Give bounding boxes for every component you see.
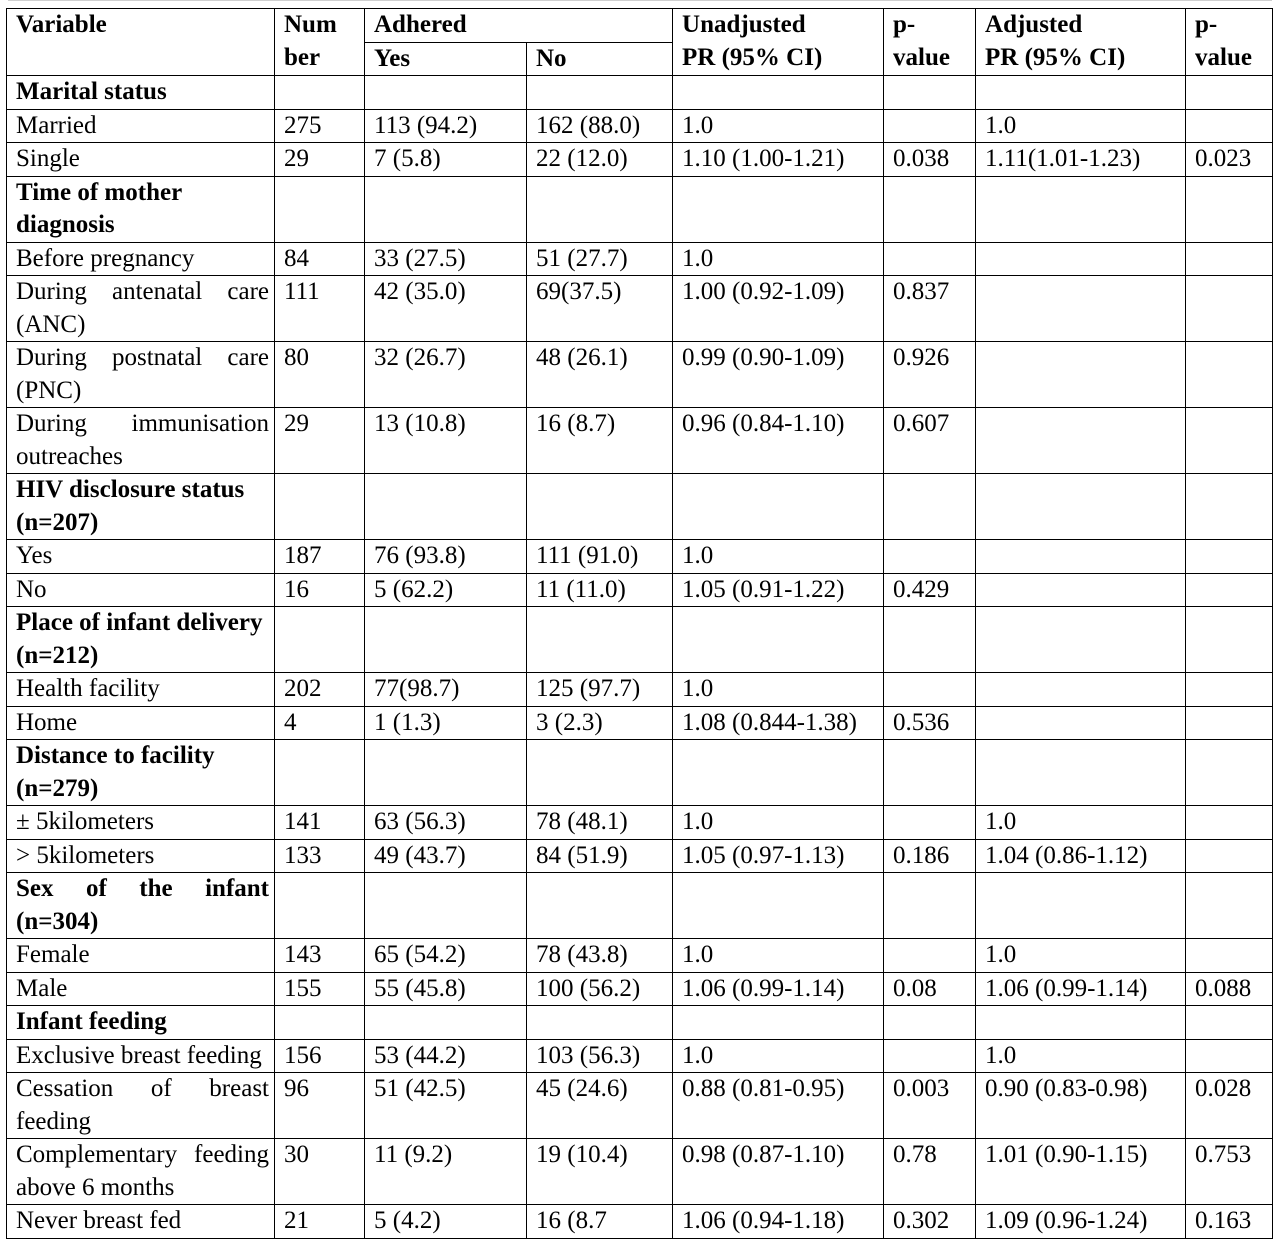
cell-number: 16 bbox=[275, 573, 365, 607]
section-empty-cell bbox=[365, 76, 527, 110]
cell-p-value-unadjusted: 0.926 bbox=[884, 342, 976, 408]
cell-p-value-adjusted bbox=[1186, 342, 1273, 408]
section-empty-cell bbox=[275, 474, 365, 540]
header-row-1 bbox=[7, 9, 1273, 43]
section-empty-cell bbox=[275, 1006, 365, 1040]
cell-p-value-unadjusted: 0.607 bbox=[884, 408, 976, 474]
cell-adhered-no: 69(37.5) bbox=[527, 276, 673, 342]
cell-adhered-yes: 76 (93.8) bbox=[365, 540, 527, 574]
section-empty-cell bbox=[365, 607, 527, 673]
header-number bbox=[275, 9, 365, 76]
table-row bbox=[7, 109, 1273, 143]
cell-p-value-unadjusted: 0.837 bbox=[884, 276, 976, 342]
cell-number: 84 bbox=[275, 242, 365, 276]
table-row bbox=[7, 673, 1273, 707]
header-p2-line1: p- bbox=[1195, 11, 1218, 38]
header-unadjusted-line2: PR (95% CI) bbox=[682, 43, 823, 71]
section-empty-cell bbox=[976, 607, 1186, 673]
section-title: Marital status bbox=[7, 76, 275, 110]
cell-unadjusted-pr: 1.0 bbox=[673, 540, 884, 574]
cell-adhered-yes: 65 (54.2) bbox=[365, 939, 527, 973]
section-empty-cell bbox=[365, 176, 527, 242]
cell-p-value-adjusted bbox=[1186, 939, 1273, 973]
section-title: Infant feeding bbox=[7, 1006, 275, 1040]
cell-number: 155 bbox=[275, 972, 365, 1006]
cell-number: 30 bbox=[275, 1139, 365, 1205]
section-empty-cell bbox=[1186, 474, 1273, 540]
cell-variable: During postnatal care (PNC) bbox=[7, 342, 275, 408]
cell-p-value-adjusted: 0.753 bbox=[1186, 1139, 1273, 1205]
cell-variable: Health facility bbox=[7, 673, 275, 707]
cell-adjusted-pr: 1.11(1.01-1.23) bbox=[976, 143, 1186, 177]
cell-adhered-no: 162 (88.0) bbox=[527, 109, 673, 143]
section-header-row bbox=[7, 76, 1273, 110]
cell-adjusted-pr: 1.01 (0.90-1.15) bbox=[976, 1139, 1186, 1205]
cell-p-value-adjusted: 0.163 bbox=[1186, 1205, 1273, 1239]
cell-adhered-no: 3 (2.3) bbox=[527, 706, 673, 740]
section-empty-cell bbox=[527, 607, 673, 673]
table-row bbox=[7, 242, 1273, 276]
cell-p-value-unadjusted: 0.038 bbox=[884, 143, 976, 177]
section-empty-cell bbox=[884, 740, 976, 806]
section-empty-cell bbox=[527, 873, 673, 939]
cell-adjusted-pr bbox=[976, 573, 1186, 607]
cell-adhered-yes: 32 (26.7) bbox=[365, 342, 527, 408]
cell-unadjusted-pr: 1.0 bbox=[673, 673, 884, 707]
cell-variable: Yes bbox=[7, 540, 275, 574]
header-p1-line2: value bbox=[893, 43, 950, 71]
cell-adhered-yes: 13 (10.8) bbox=[365, 408, 527, 474]
header-variable: Variable bbox=[7, 9, 275, 76]
table-row bbox=[7, 1073, 1273, 1139]
table-body bbox=[7, 76, 1273, 1239]
cell-p-value-unadjusted: 0.186 bbox=[884, 839, 976, 873]
cell-adhered-no: 16 (8.7) bbox=[527, 408, 673, 474]
section-empty-cell bbox=[365, 873, 527, 939]
cell-variable: ± 5kilometers bbox=[7, 806, 275, 840]
section-empty-cell bbox=[976, 873, 1186, 939]
cell-number: 275 bbox=[275, 109, 365, 143]
cell-adhered-no: 78 (48.1) bbox=[527, 806, 673, 840]
adherence-table bbox=[6, 8, 1273, 1239]
section-title: Distance to facility (n=279) bbox=[7, 740, 275, 806]
table-row bbox=[7, 806, 1273, 840]
cell-adhered-yes: 63 (56.3) bbox=[365, 806, 527, 840]
section-empty-cell bbox=[884, 474, 976, 540]
cell-adhered-yes: 53 (44.2) bbox=[365, 1039, 527, 1073]
section-empty-cell bbox=[884, 607, 976, 673]
section-header-row bbox=[7, 176, 1273, 242]
section-empty-cell bbox=[1186, 1006, 1273, 1040]
cell-p-value-unadjusted bbox=[884, 1039, 976, 1073]
cell-variable: Married bbox=[7, 109, 275, 143]
table-row bbox=[7, 1139, 1273, 1205]
cell-variable: Female bbox=[7, 939, 275, 973]
cell-unadjusted-pr: 1.05 (0.97-1.13) bbox=[673, 839, 884, 873]
header-yes: Yes bbox=[365, 42, 527, 76]
cell-unadjusted-pr: 1.0 bbox=[673, 806, 884, 840]
cell-adjusted-pr bbox=[976, 342, 1186, 408]
section-empty-cell bbox=[673, 474, 884, 540]
cell-adhered-no: 103 (56.3) bbox=[527, 1039, 673, 1073]
section-empty-cell bbox=[1186, 176, 1273, 242]
header-p1-line1: p- bbox=[893, 11, 916, 38]
section-header-row bbox=[7, 873, 1273, 939]
cell-unadjusted-pr: 1.08 (0.844-1.38) bbox=[673, 706, 884, 740]
cell-p-value-adjusted: 0.023 bbox=[1186, 143, 1273, 177]
cell-adhered-yes: 42 (35.0) bbox=[365, 276, 527, 342]
section-empty-cell bbox=[527, 474, 673, 540]
cell-variable: Single bbox=[7, 143, 275, 177]
header-p-value-unadjusted bbox=[884, 9, 976, 76]
cell-p-value-adjusted bbox=[1186, 806, 1273, 840]
header-adjusted-line1: Adjusted bbox=[985, 11, 1083, 38]
section-empty-cell bbox=[275, 176, 365, 242]
table-row bbox=[7, 143, 1273, 177]
table-row bbox=[7, 839, 1273, 873]
cell-adhered-no: 19 (10.4) bbox=[527, 1139, 673, 1205]
cell-unadjusted-pr: 1.0 bbox=[673, 242, 884, 276]
cell-adjusted-pr: 1.09 (0.96-1.24) bbox=[976, 1205, 1186, 1239]
cell-adhered-yes: 7 (5.8) bbox=[365, 143, 527, 177]
section-empty-cell bbox=[673, 607, 884, 673]
cell-adjusted-pr bbox=[976, 540, 1186, 574]
cell-p-value-unadjusted: 0.003 bbox=[884, 1073, 976, 1139]
section-empty-cell bbox=[527, 76, 673, 110]
section-empty-cell bbox=[673, 740, 884, 806]
cell-p-value-unadjusted: 0.08 bbox=[884, 972, 976, 1006]
section-empty-cell bbox=[673, 76, 884, 110]
section-empty-cell bbox=[527, 740, 673, 806]
section-header-row bbox=[7, 740, 1273, 806]
section-empty-cell bbox=[365, 474, 527, 540]
section-empty-cell bbox=[527, 176, 673, 242]
cell-p-value-adjusted bbox=[1186, 109, 1273, 143]
section-empty-cell bbox=[275, 607, 365, 673]
section-empty-cell bbox=[527, 1006, 673, 1040]
cell-adhered-yes: 113 (94.2) bbox=[365, 109, 527, 143]
section-empty-cell bbox=[884, 1006, 976, 1040]
cell-adhered-yes: 49 (43.7) bbox=[365, 839, 527, 873]
section-title: Sex of the infant (n=304) bbox=[7, 873, 275, 939]
cell-unadjusted-pr: 0.88 (0.81-0.95) bbox=[673, 1073, 884, 1139]
table-row bbox=[7, 1205, 1273, 1239]
section-title: HIV disclosure status (n=207) bbox=[7, 474, 275, 540]
cell-unadjusted-pr: 0.99 (0.90-1.09) bbox=[673, 342, 884, 408]
cell-unadjusted-pr: 0.96 (0.84-1.10) bbox=[673, 408, 884, 474]
cell-adjusted-pr: 1.06 (0.99-1.14) bbox=[976, 972, 1186, 1006]
cell-adjusted-pr bbox=[976, 242, 1186, 276]
cell-adjusted-pr: 1.0 bbox=[976, 1039, 1186, 1073]
cell-number: 4 bbox=[275, 706, 365, 740]
section-empty-cell bbox=[275, 873, 365, 939]
cell-number: 133 bbox=[275, 839, 365, 873]
cell-variable: Male bbox=[7, 972, 275, 1006]
cell-p-value-unadjusted bbox=[884, 109, 976, 143]
cell-p-value-unadjusted bbox=[884, 806, 976, 840]
cell-adhered-yes: 51 (42.5) bbox=[365, 1073, 527, 1139]
section-empty-cell bbox=[365, 740, 527, 806]
cell-p-value-unadjusted bbox=[884, 939, 976, 973]
section-header-row bbox=[7, 1006, 1273, 1040]
cell-adhered-no: 111 (91.0) bbox=[527, 540, 673, 574]
cell-p-value-unadjusted: 0.78 bbox=[884, 1139, 976, 1205]
section-empty-cell bbox=[673, 1006, 884, 1040]
cell-adhered-yes: 5 (62.2) bbox=[365, 573, 527, 607]
section-empty-cell bbox=[275, 76, 365, 110]
section-empty-cell bbox=[1186, 607, 1273, 673]
table-row bbox=[7, 1039, 1273, 1073]
cell-adhered-no: 84 (51.9) bbox=[527, 839, 673, 873]
table-row bbox=[7, 276, 1273, 342]
cell-variable: No bbox=[7, 573, 275, 607]
section-empty-cell bbox=[976, 474, 1186, 540]
header-number-line2: ber bbox=[284, 43, 321, 71]
section-empty-cell bbox=[884, 176, 976, 242]
section-empty-cell bbox=[976, 1006, 1186, 1040]
header-adjusted-line2: PR (95% CI) bbox=[985, 43, 1126, 71]
table-row bbox=[7, 540, 1273, 574]
cell-adhered-no: 51 (27.7) bbox=[527, 242, 673, 276]
table-row bbox=[7, 342, 1273, 408]
cell-adhered-no: 11 (11.0) bbox=[527, 573, 673, 607]
cell-number: 156 bbox=[275, 1039, 365, 1073]
section-empty-cell bbox=[1186, 873, 1273, 939]
cell-p-value-adjusted: 0.028 bbox=[1186, 1073, 1273, 1139]
section-empty-cell bbox=[275, 740, 365, 806]
cell-adhered-yes: 11 (9.2) bbox=[365, 1139, 527, 1205]
cell-variable: During antenatal care (ANC) bbox=[7, 276, 275, 342]
cell-number: 111 bbox=[275, 276, 365, 342]
cell-unadjusted-pr: 1.10 (1.00-1.21) bbox=[673, 143, 884, 177]
cell-adjusted-pr: 1.0 bbox=[976, 109, 1186, 143]
cell-adjusted-pr bbox=[976, 706, 1186, 740]
header-no: No bbox=[527, 42, 673, 76]
cell-number: 202 bbox=[275, 673, 365, 707]
table-row bbox=[7, 939, 1273, 973]
cell-number: 143 bbox=[275, 939, 365, 973]
cell-p-value-unadjusted: 0.536 bbox=[884, 706, 976, 740]
cell-adhered-no: 45 (24.6) bbox=[527, 1073, 673, 1139]
cell-number: 29 bbox=[275, 143, 365, 177]
cell-adhered-yes: 33 (27.5) bbox=[365, 242, 527, 276]
cell-variable: Complementary feeding above 6 months bbox=[7, 1139, 275, 1205]
cell-adhered-no: 125 (97.7) bbox=[527, 673, 673, 707]
cell-variable: During immunisation outreaches bbox=[7, 408, 275, 474]
table-row bbox=[7, 408, 1273, 474]
cell-number: 96 bbox=[275, 1073, 365, 1139]
cell-adhered-yes: 77(98.7) bbox=[365, 673, 527, 707]
section-empty-cell bbox=[1186, 740, 1273, 806]
cell-adjusted-pr: 1.0 bbox=[976, 939, 1186, 973]
section-header-row bbox=[7, 474, 1273, 540]
cell-number: 187 bbox=[275, 540, 365, 574]
cell-number: 141 bbox=[275, 806, 365, 840]
cell-variable: Home bbox=[7, 706, 275, 740]
cell-unadjusted-pr: 0.98 (0.87-1.10) bbox=[673, 1139, 884, 1205]
cell-p-value-adjusted bbox=[1186, 540, 1273, 574]
cell-p-value-adjusted: 0.088 bbox=[1186, 972, 1273, 1006]
cell-p-value-unadjusted: 0.302 bbox=[884, 1205, 976, 1239]
cell-number: 29 bbox=[275, 408, 365, 474]
cell-unadjusted-pr: 1.0 bbox=[673, 109, 884, 143]
cell-p-value-unadjusted bbox=[884, 242, 976, 276]
section-empty-cell bbox=[673, 176, 884, 242]
cell-unadjusted-pr: 1.0 bbox=[673, 939, 884, 973]
header-p-value-adjusted bbox=[1186, 9, 1273, 76]
table-row bbox=[7, 573, 1273, 607]
cell-adhered-yes: 55 (45.8) bbox=[365, 972, 527, 1006]
cell-adhered-yes: 1 (1.3) bbox=[365, 706, 527, 740]
cell-adjusted-pr bbox=[976, 673, 1186, 707]
cell-p-value-adjusted bbox=[1186, 276, 1273, 342]
section-empty-cell bbox=[884, 76, 976, 110]
header-unadjusted bbox=[673, 9, 884, 76]
cell-unadjusted-pr: 1.05 (0.91-1.22) bbox=[673, 573, 884, 607]
cell-adhered-no: 16 (8.7 bbox=[527, 1205, 673, 1239]
cell-adhered-no: 48 (26.1) bbox=[527, 342, 673, 408]
cell-p-value-adjusted bbox=[1186, 242, 1273, 276]
table-row bbox=[7, 972, 1273, 1006]
table-row bbox=[7, 706, 1273, 740]
cell-number: 80 bbox=[275, 342, 365, 408]
cell-p-value-adjusted bbox=[1186, 839, 1273, 873]
section-title: Place of infant delivery (n=212) bbox=[7, 607, 275, 673]
cell-adjusted-pr: 1.04 (0.86-1.12) bbox=[976, 839, 1186, 873]
page-top-rule bbox=[8, 0, 1272, 1]
section-empty-cell bbox=[976, 76, 1186, 110]
cell-adhered-no: 100 (56.2) bbox=[527, 972, 673, 1006]
cell-adhered-no: 78 (43.8) bbox=[527, 939, 673, 973]
cell-p-value-unadjusted bbox=[884, 540, 976, 574]
cell-p-value-adjusted bbox=[1186, 673, 1273, 707]
cell-adjusted-pr bbox=[976, 276, 1186, 342]
cell-adhered-yes: 5 (4.2) bbox=[365, 1205, 527, 1239]
cell-variable: Before pregnancy bbox=[7, 242, 275, 276]
cell-p-value-adjusted bbox=[1186, 408, 1273, 474]
cell-variable: Never breast fed bbox=[7, 1205, 275, 1239]
cell-adjusted-pr: 1.0 bbox=[976, 806, 1186, 840]
section-empty-cell bbox=[365, 1006, 527, 1040]
cell-unadjusted-pr: 1.06 (0.99-1.14) bbox=[673, 972, 884, 1006]
header-adjusted bbox=[976, 9, 1186, 76]
table-header bbox=[7, 9, 1273, 76]
section-title: Time of mother diagnosis bbox=[7, 176, 275, 242]
cell-p-value-adjusted bbox=[1186, 1039, 1273, 1073]
section-empty-cell bbox=[673, 873, 884, 939]
cell-p-value-adjusted bbox=[1186, 706, 1273, 740]
cell-variable: > 5kilometers bbox=[7, 839, 275, 873]
cell-p-value-unadjusted: 0.429 bbox=[884, 573, 976, 607]
header-unadjusted-line1: Unadjusted bbox=[682, 11, 806, 38]
cell-variable: Cessation of breast feeding bbox=[7, 1073, 275, 1139]
cell-adhered-no: 22 (12.0) bbox=[527, 143, 673, 177]
cell-p-value-adjusted bbox=[1186, 573, 1273, 607]
cell-p-value-unadjusted bbox=[884, 673, 976, 707]
header-adhered: Adhered bbox=[365, 9, 673, 43]
cell-unadjusted-pr: 1.06 (0.94-1.18) bbox=[673, 1205, 884, 1239]
cell-adjusted-pr: 0.90 (0.83-0.98) bbox=[976, 1073, 1186, 1139]
section-empty-cell bbox=[976, 740, 1186, 806]
header-number-line1: Num bbox=[284, 11, 337, 38]
cell-adjusted-pr bbox=[976, 408, 1186, 474]
cell-unadjusted-pr: 1.0 bbox=[673, 1039, 884, 1073]
header-p2-line2: value bbox=[1195, 43, 1252, 71]
section-header-row bbox=[7, 607, 1273, 673]
section-empty-cell bbox=[1186, 76, 1273, 110]
section-empty-cell bbox=[976, 176, 1186, 242]
cell-number: 21 bbox=[275, 1205, 365, 1239]
cell-unadjusted-pr: 1.00 (0.92-1.09) bbox=[673, 276, 884, 342]
cell-variable: Exclusive breast feeding bbox=[7, 1039, 275, 1073]
section-empty-cell bbox=[884, 873, 976, 939]
